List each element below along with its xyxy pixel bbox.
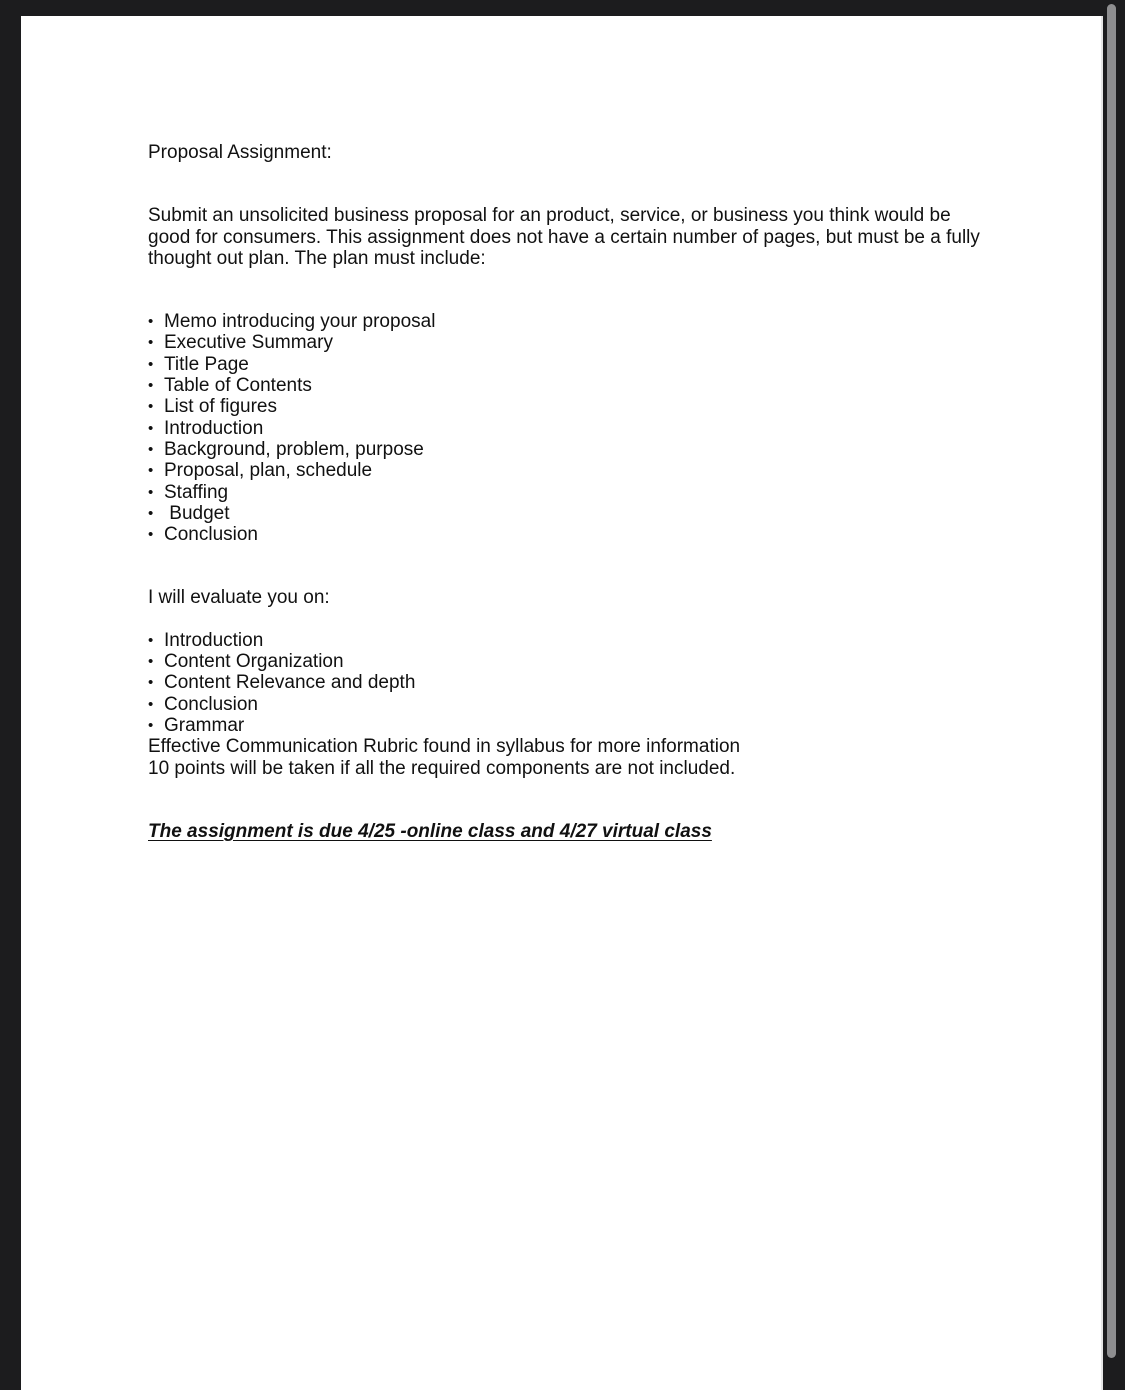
list-item: • Table of Contents: [148, 375, 312, 397]
spacer: [148, 609, 988, 630]
list-item: • Background, problem, purpose: [148, 438, 424, 460]
list-item: • Content Organization: [148, 651, 344, 673]
list-item: • Grammar: [148, 714, 245, 736]
bullet-icon: •: [148, 653, 154, 671]
bullet-icon: •: [148, 334, 154, 352]
spacer: [148, 545, 988, 587]
bullet-icon: •: [148, 398, 154, 416]
bullet-icon: •: [148, 440, 154, 458]
bullet-icon: •: [148, 526, 154, 544]
bullet-icon: •: [148, 631, 154, 649]
list-item: • Introduction: [148, 629, 264, 651]
list-item: • List of figures: [148, 396, 277, 418]
bullet-icon: •: [148, 377, 154, 395]
bullet-icon: •: [148, 462, 154, 480]
scrollbar-thumb[interactable]: [1107, 4, 1116, 1358]
assignment-title: Proposal Assignment:: [148, 142, 332, 163]
list-item: • Conclusion: [148, 524, 258, 546]
bullet-icon: •: [148, 695, 154, 713]
bullet-icon: •: [148, 483, 154, 501]
list-item: • Staffing: [148, 481, 229, 503]
rubric-note: Effective Communication Rubric found in syllabus for more information: [148, 736, 741, 758]
bullet-icon: •: [148, 355, 154, 373]
spacer: [148, 163, 988, 205]
bullet-icon: •: [148, 419, 154, 437]
spacer: [148, 269, 988, 311]
list-item: • Title Page: [148, 353, 249, 375]
list-item: • Budget: [148, 502, 230, 524]
list-item: • Proposal, plan, schedule: [148, 460, 373, 482]
list-item: • Introduction: [148, 417, 264, 439]
evaluation-criteria-list: [148, 630, 988, 736]
evaluation-heading: I will evaluate you on:: [148, 587, 330, 609]
list-item: • Conclusion: [148, 693, 258, 715]
list-item: • Content Relevance and depth: [148, 672, 416, 694]
bullet-icon: •: [148, 716, 154, 734]
bullet-icon: •: [148, 674, 154, 692]
spacer: [148, 779, 988, 821]
list-item: • Executive Summary: [148, 332, 333, 354]
bullet-icon: •: [148, 313, 154, 331]
required-components-list: [148, 311, 988, 545]
penalty-note: 10 points will be taken if all the required components are not included.: [148, 757, 736, 779]
page-content: [148, 142, 988, 842]
due-date-note: The assignment is due 4/25 -online class and 4/27 virtual class: [148, 820, 712, 842]
list-item: • Memo introducing your proposal: [148, 311, 436, 333]
document-page: [21, 16, 1103, 1390]
assignment-intro: Submit an unsolicited business proposal for an product, service, or business you think would be good for consumers. This assignment does not have a certain number of pages, but must be a fully thought out plan. The plan must include:: [148, 205, 980, 269]
bullet-icon: •: [148, 504, 154, 522]
